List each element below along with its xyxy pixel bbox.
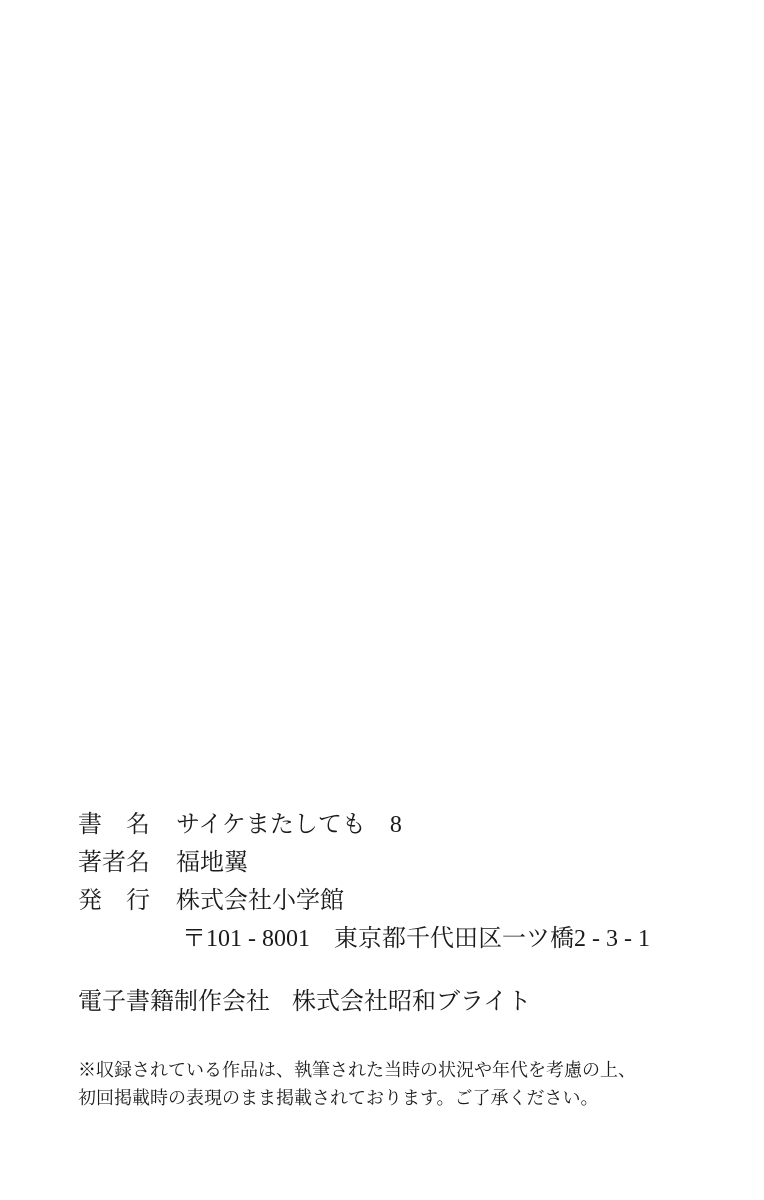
publisher-label: 発 行 <box>78 888 150 914</box>
publisher-value: 株式会社小学館 <box>176 888 344 914</box>
author-label: 著者名 <box>78 850 150 876</box>
ebook-producer-name: 株式会社昭和ブライト <box>292 989 532 1015</box>
field-row-book-title <box>78 806 718 844</box>
disclaimer-line-1: ※収録されている作品は、執筆された当時の状況や年代を考慮の上、 <box>78 1060 636 1080</box>
ebook-producer-role: 電子書籍制作会社 <box>78 989 270 1015</box>
publisher-address: 〒101 - 8001 東京都千代田区一ツ橋2 - 3 - 1 <box>182 926 650 952</box>
field-row-author <box>78 844 718 882</box>
book-title-value: サイケまたしても 8 <box>176 812 402 838</box>
author-value: 福地翼 <box>176 850 248 876</box>
ebook-producer-row <box>78 983 718 1021</box>
content-disclaimer <box>78 1056 718 1112</box>
field-row-publisher <box>78 882 718 920</box>
disclaimer-line-2: 初回掲載時の表現のまま掲載されております。ご了承ください。 <box>78 1088 599 1108</box>
book-title-label: 書 名 <box>78 812 150 838</box>
colophon-block <box>78 806 718 1112</box>
